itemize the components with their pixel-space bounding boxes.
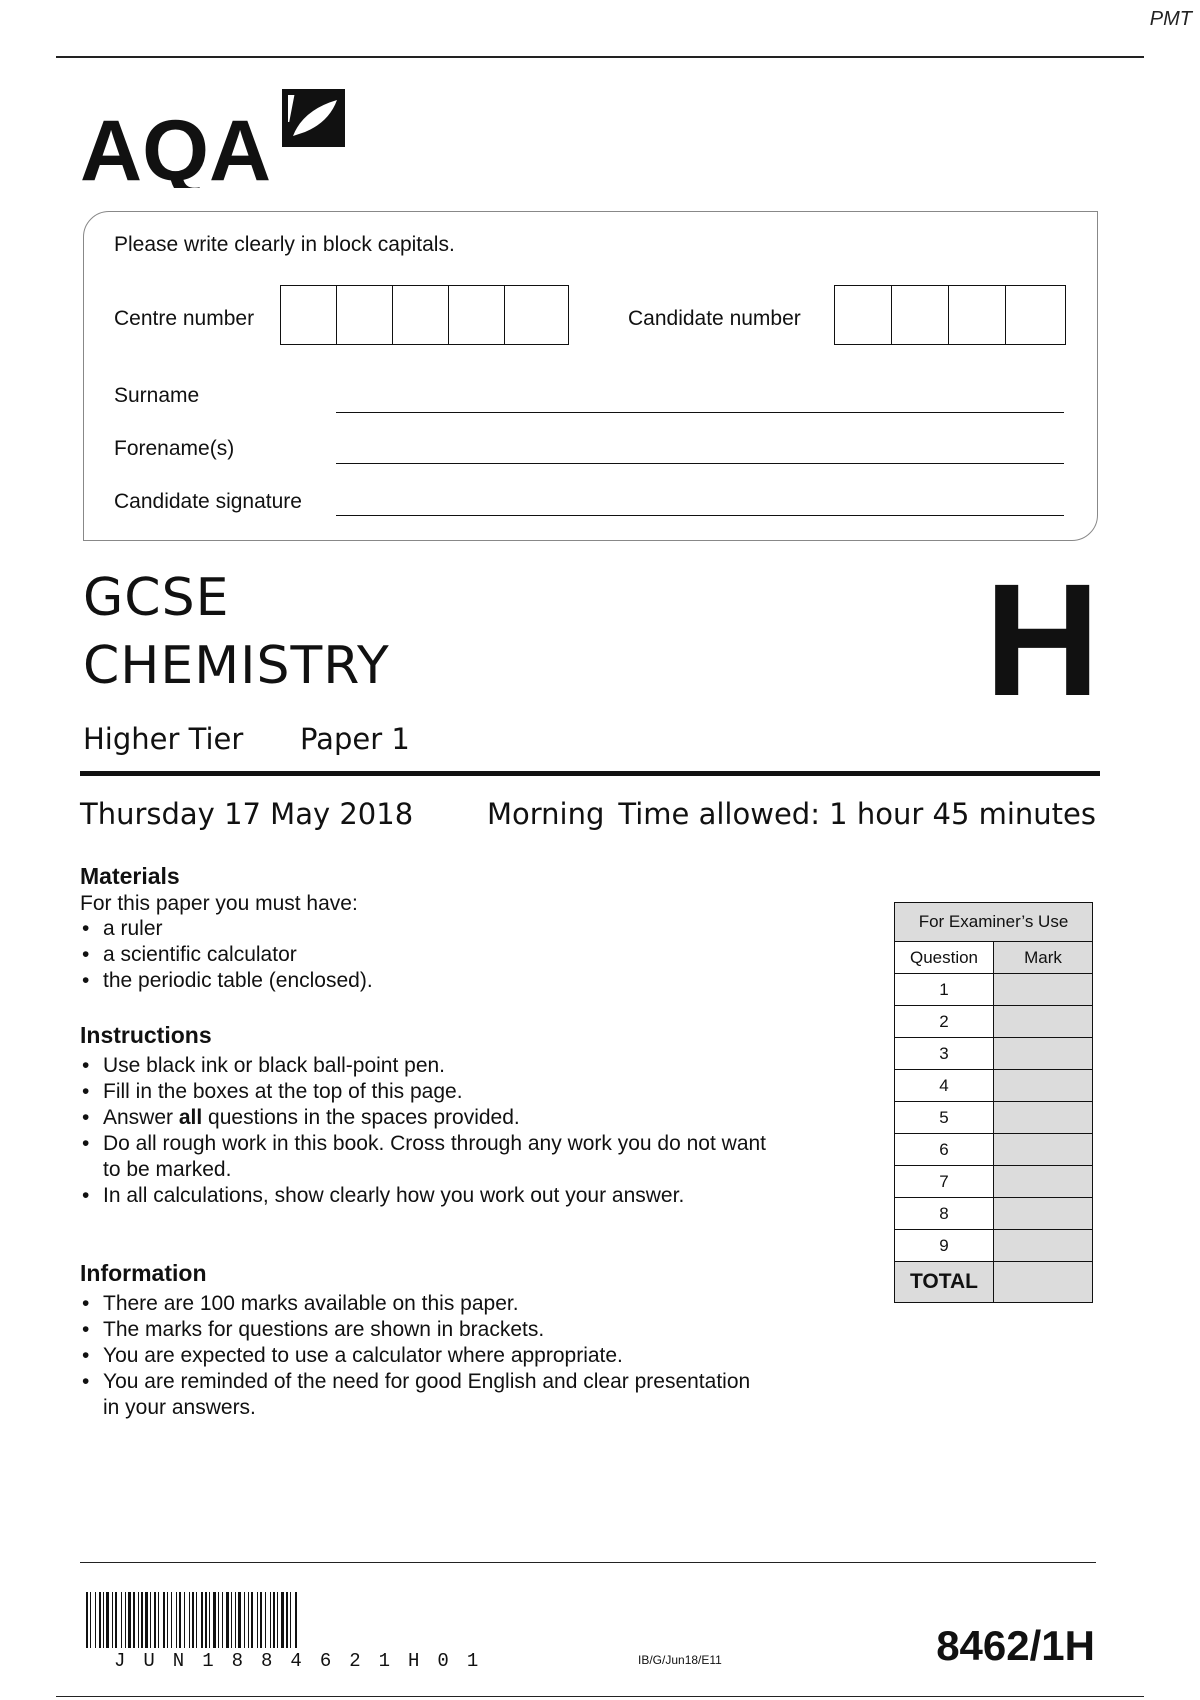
information-text: You are reminded of the need for good English and clear presentation (103, 1370, 751, 1393)
candidate-digit-box[interactable] (1006, 286, 1063, 344)
instruction-text: Do all rough work in this book. Cross through any work you do not want (103, 1132, 767, 1155)
centre-digit-box[interactable] (337, 286, 393, 344)
list-item (80, 1131, 860, 1183)
list-item: • a ruler (80, 916, 840, 942)
top-rule (56, 56, 1144, 58)
time-allowed: Time allowed: 1 hour 45 minutes (618, 797, 1096, 831)
subject-title: CHEMISTRY (83, 636, 390, 696)
list-item: • Use black ink or black ball-point pen. (80, 1053, 860, 1079)
instruction-text: questions in the spaces provided. (202, 1106, 520, 1129)
centre-number-label: Centre number (114, 307, 255, 330)
title-divider (80, 771, 1100, 776)
instructions-heading: Instructions (80, 1022, 212, 1048)
paper-code: 8462/1H (936, 1622, 1095, 1669)
exam-session: Morning (487, 797, 605, 831)
centre-digit-box[interactable] (449, 286, 505, 344)
corner-label: PMT (1149, 8, 1192, 30)
question-number: 6 (895, 1134, 994, 1166)
question-number: 2 (895, 1006, 994, 1038)
total-label: TOTAL (895, 1262, 994, 1303)
mark-cell (994, 1230, 1093, 1262)
mark-cell (994, 1102, 1093, 1134)
aqa-logo (80, 88, 345, 193)
materials-section (80, 863, 840, 994)
question-number: 7 (895, 1166, 994, 1198)
question-number: 9 (895, 1230, 994, 1262)
forename-label: Forename(s) (114, 437, 235, 460)
footer-rule (80, 1562, 1096, 1563)
document-reference: IB/G/Jun18/E11 (638, 1653, 722, 1667)
information-heading: Information (80, 1260, 207, 1286)
list-item: • the periodic table (enclosed). (80, 968, 840, 994)
question-number: 1 (895, 974, 994, 1006)
signature-field[interactable] (336, 515, 1064, 516)
block-capitals-instruction: Please write clearly in block capitals. (114, 233, 455, 256)
materials-intro: For this paper you must have: (80, 892, 358, 915)
centre-number-boxes[interactable] (280, 285, 569, 345)
mark-cell (994, 1070, 1093, 1102)
instruction-text: Answer (103, 1106, 179, 1129)
materials-heading: Materials (80, 863, 180, 889)
question-column-header: Question (895, 942, 994, 974)
list-item: • In all calculations, show clearly how you work out your answer. (80, 1183, 860, 1209)
surname-field[interactable] (336, 412, 1064, 413)
candidate-digit-box[interactable] (949, 286, 1006, 344)
list-item (80, 1105, 860, 1131)
signature-label: Candidate signature (114, 490, 302, 513)
surname-label: Surname (114, 384, 200, 407)
barcode (86, 1592, 498, 1653)
mark-cell (994, 1166, 1093, 1198)
mark-cell (994, 1006, 1093, 1038)
exam-date: Thursday 17 May 2018 (80, 797, 414, 831)
mark-column-header: Mark (994, 942, 1093, 974)
list-item: • a scientific calculator (80, 942, 840, 968)
centre-digit-box[interactable] (281, 286, 337, 344)
instructions-section (80, 1022, 860, 1209)
list-item (80, 1369, 860, 1421)
question-number: 8 (895, 1198, 994, 1230)
question-number: 5 (895, 1102, 994, 1134)
svg-text:AQA: AQA (80, 103, 272, 188)
candidate-number-boxes[interactable] (834, 285, 1066, 345)
forename-field[interactable] (336, 463, 1064, 464)
instruction-emphasis: all (178, 1106, 203, 1129)
examiners-use-table (894, 902, 1093, 1303)
candidate-number-label: Candidate number (628, 307, 801, 330)
tier-label: Higher Tier (83, 722, 244, 756)
mark-cell (994, 974, 1093, 1006)
information-section (80, 1260, 860, 1421)
list-item: • The marks for questions are shown in brackets. (80, 1317, 860, 1343)
list-item: • You are expected to use a calculator where appropriate. (80, 1343, 860, 1369)
tier-letter: H (984, 550, 1100, 729)
list-item: • There are 100 marks available on this paper. (80, 1291, 860, 1317)
information-text: in your answers. (103, 1396, 256, 1419)
examiners-use-title: For Examiner’s Use (895, 903, 1093, 942)
instruction-text: to be marked. (103, 1158, 232, 1181)
mark-cell (994, 1038, 1093, 1070)
barcode-number: JUN1884621H01 (114, 1650, 497, 1672)
paper-label: Paper 1 (300, 722, 410, 756)
candidate-digit-box[interactable] (835, 286, 892, 344)
total-mark-cell (994, 1262, 1093, 1303)
question-number: 3 (895, 1038, 994, 1070)
mark-cell (994, 1134, 1093, 1166)
qualification-title: GCSE (83, 568, 230, 628)
centre-digit-box[interactable] (393, 286, 449, 344)
question-number: 4 (895, 1070, 994, 1102)
bottom-rule (56, 1696, 1144, 1697)
list-item: • Fill in the boxes at the top of this page. (80, 1079, 860, 1105)
candidate-digit-box[interactable] (892, 286, 949, 344)
centre-digit-box[interactable] (505, 286, 561, 344)
mark-cell (994, 1198, 1093, 1230)
